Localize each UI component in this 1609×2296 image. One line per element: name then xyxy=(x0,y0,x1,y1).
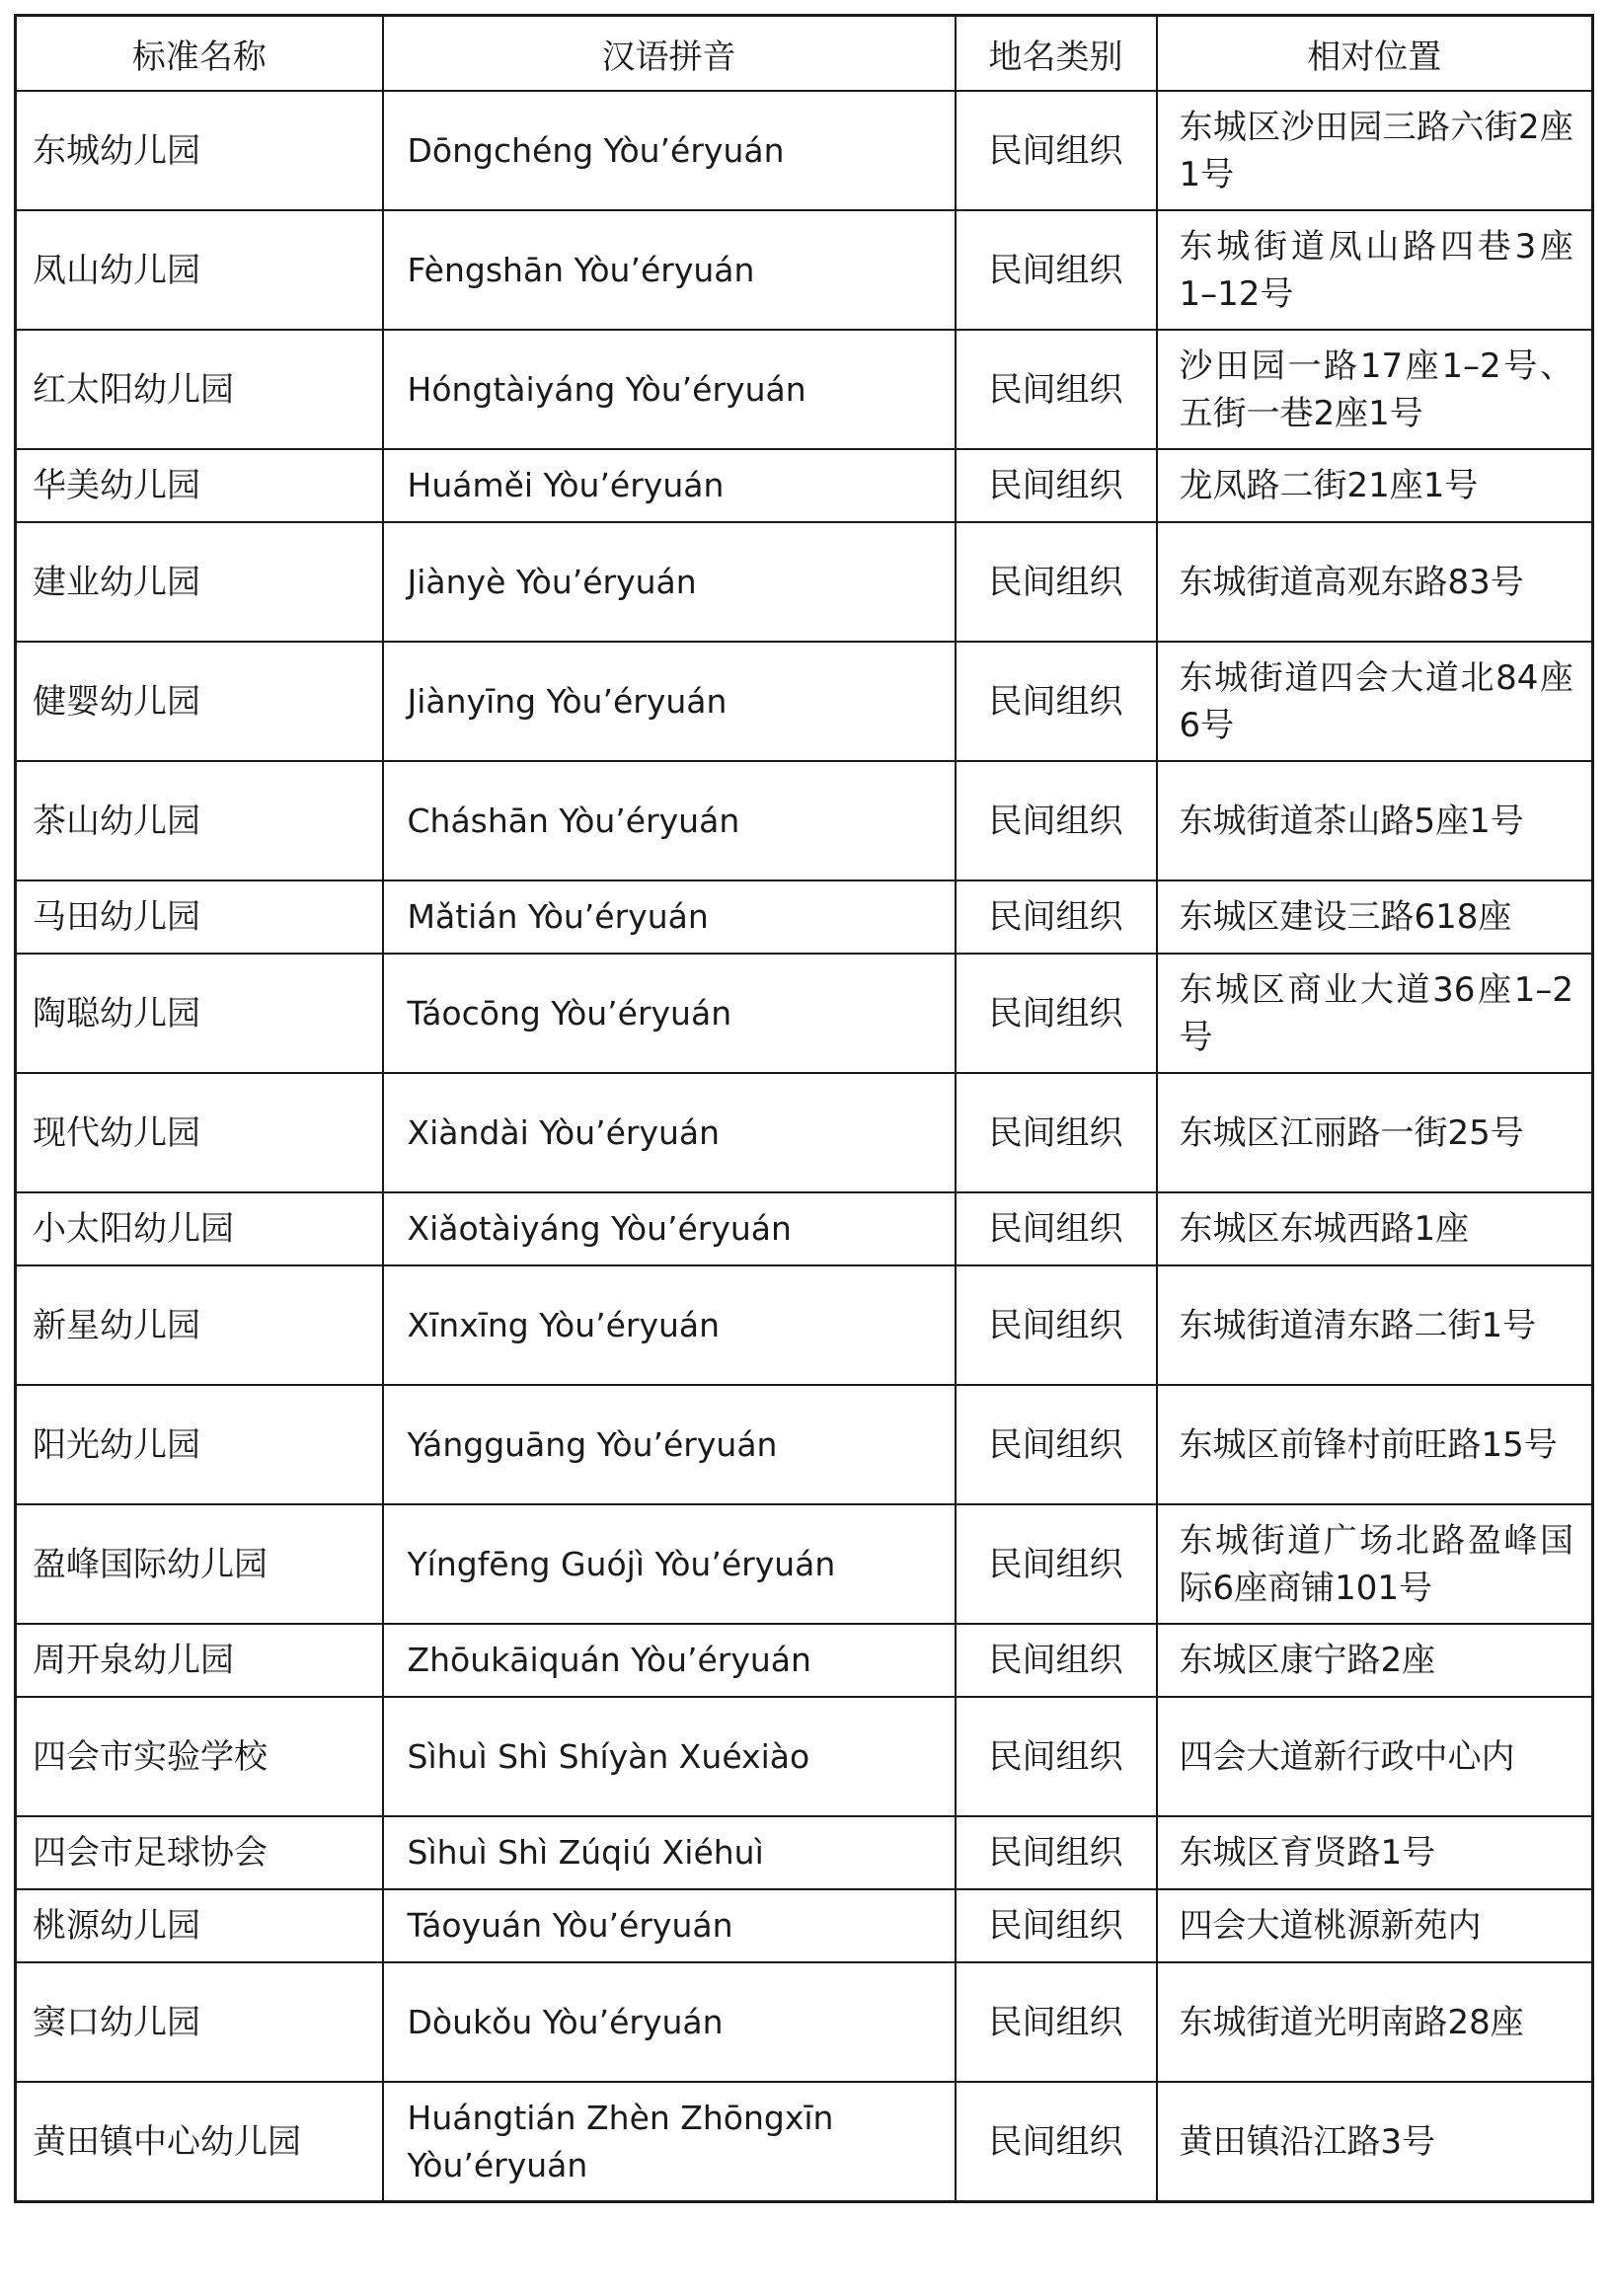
table-row xyxy=(16,91,1593,210)
cell-location: 四会大道桃源新苑内 xyxy=(1157,1889,1593,1962)
cell-location: 东城区康宁路2座 xyxy=(1157,1624,1593,1697)
cell-location: 东城街道清东路二街1号 xyxy=(1157,1265,1593,1385)
cell-category: 民间组织 xyxy=(956,1889,1157,1962)
header-location: 相对位置 xyxy=(1157,16,1593,92)
table-row xyxy=(16,210,1593,330)
cell-pinyin: Dòukǒu Yòu’éryuán xyxy=(383,1962,956,2082)
cell-standard-name: 桃源幼儿园 xyxy=(16,1889,383,1962)
cell-pinyin: Sìhuì Shì Zúqiú Xiéhuì xyxy=(383,1816,956,1889)
cell-category: 民间组织 xyxy=(956,449,1157,522)
cell-standard-name: 新星幼儿园 xyxy=(16,1265,383,1385)
cell-category: 民间组织 xyxy=(956,91,1157,210)
cell-standard-name: 黄田镇中心幼儿园 xyxy=(16,2082,383,2202)
cell-standard-name: 茶山幼儿园 xyxy=(16,761,383,880)
cell-pinyin: Zhōukāiquán Yòu’éryuán xyxy=(383,1624,956,1697)
cell-location: 东城街道高观东路83号 xyxy=(1157,522,1593,642)
cell-location: 东城街道茶山路5座1号 xyxy=(1157,761,1593,880)
cell-location: 黄田镇沿江路3号 xyxy=(1157,2082,1593,2202)
cell-location: 东城街道广场北路盈峰国际6座商铺101号 xyxy=(1157,1504,1593,1624)
cell-location: 东城街道光明南路28座 xyxy=(1157,1962,1593,2082)
cell-location: 东城区建设三路618座 xyxy=(1157,880,1593,954)
cell-category: 民间组织 xyxy=(956,210,1157,330)
cell-category: 民间组织 xyxy=(956,2082,1157,2202)
cell-standard-name: 红太阳幼儿园 xyxy=(16,330,383,449)
cell-pinyin: Táoyuán Yòu’éryuán xyxy=(383,1889,956,1962)
table-row xyxy=(16,522,1593,642)
cell-location: 东城区沙田园三路六街2座1号 xyxy=(1157,91,1593,210)
header-category: 地名类别 xyxy=(956,16,1157,92)
cell-pinyin: Mǎtián Yòu’éryuán xyxy=(383,880,956,954)
table-row xyxy=(16,2082,1593,2202)
cell-category: 民间组织 xyxy=(956,1816,1157,1889)
cell-standard-name: 小太阳幼儿园 xyxy=(16,1192,383,1265)
cell-pinyin: Fèngshān Yòu’éryuán xyxy=(383,210,956,330)
cell-pinyin: Hóngtàiyáng Yòu’éryuán xyxy=(383,330,956,449)
cell-location: 东城区育贤路1号 xyxy=(1157,1816,1593,1889)
cell-standard-name: 华美幼儿园 xyxy=(16,449,383,522)
cell-standard-name: 周开泉幼儿园 xyxy=(16,1624,383,1697)
cell-category: 民间组织 xyxy=(956,1962,1157,2082)
cell-pinyin: Sìhuì Shì Shíyàn Xuéxiào xyxy=(383,1697,956,1816)
cell-location: 东城区前锋村前旺路15号 xyxy=(1157,1385,1593,1504)
cell-location: 龙凤路二街21座1号 xyxy=(1157,449,1593,522)
cell-pinyin: Huáměi Yòu’éryuán xyxy=(383,449,956,522)
cell-category: 民间组织 xyxy=(956,522,1157,642)
table-row xyxy=(16,1192,1593,1265)
cell-pinyin: Dōngchéng Yòu’éryuán xyxy=(383,91,956,210)
table-row xyxy=(16,330,1593,449)
cell-category: 民间组织 xyxy=(956,1624,1157,1697)
table-row xyxy=(16,1697,1593,1816)
cell-location: 四会大道新行政中心内 xyxy=(1157,1697,1593,1816)
cell-standard-name: 陶聪幼儿园 xyxy=(16,954,383,1073)
cell-category: 民间组织 xyxy=(956,880,1157,954)
table-row xyxy=(16,1962,1593,2082)
cell-pinyin: Jiànyè Yòu’éryuán xyxy=(383,522,956,642)
table-row xyxy=(16,880,1593,954)
cell-category: 民间组织 xyxy=(956,330,1157,449)
cell-pinyin: Táocōng Yòu’éryuán xyxy=(383,954,956,1073)
cell-category: 民间组织 xyxy=(956,642,1157,761)
table-row xyxy=(16,761,1593,880)
cell-standard-name: 四会市实验学校 xyxy=(16,1697,383,1816)
cell-pinyin: Xiàndài Yòu’éryuán xyxy=(383,1073,956,1192)
cell-standard-name: 凤山幼儿园 xyxy=(16,210,383,330)
table-row xyxy=(16,954,1593,1073)
table-body xyxy=(16,91,1593,2202)
table-row xyxy=(16,1889,1593,1962)
cell-category: 民间组织 xyxy=(956,1073,1157,1192)
table-row xyxy=(16,1504,1593,1624)
cell-location: 东城街道四会大道北84座6号 xyxy=(1157,642,1593,761)
cell-category: 民间组织 xyxy=(956,1385,1157,1504)
cell-pinyin: Cháshān Yòu’éryuán xyxy=(383,761,956,880)
cell-category: 民间组织 xyxy=(956,1697,1157,1816)
table-row xyxy=(16,1265,1593,1385)
table-row xyxy=(16,1385,1593,1504)
cell-category: 民间组织 xyxy=(956,1265,1157,1385)
table-row xyxy=(16,1816,1593,1889)
cell-location: 东城街道凤山路四巷3座1–12号 xyxy=(1157,210,1593,330)
cell-location: 东城区商业大道36座1–2号 xyxy=(1157,954,1593,1073)
cell-pinyin: Huángtián Zhèn Zhōngxīn Yòu’éryuán xyxy=(383,2082,956,2202)
table-row xyxy=(16,642,1593,761)
cell-standard-name: 盈峰国际幼儿园 xyxy=(16,1504,383,1624)
cell-pinyin: Yíngfēng Guójì Yòu’éryuán xyxy=(383,1504,956,1624)
cell-pinyin: Jiànyīng Yòu’éryuán xyxy=(383,642,956,761)
cell-category: 民间组织 xyxy=(956,954,1157,1073)
cell-category: 民间组织 xyxy=(956,1504,1157,1624)
table-header-row xyxy=(16,16,1593,92)
cell-location: 东城区江丽路一街25号 xyxy=(1157,1073,1593,1192)
cell-category: 民间组织 xyxy=(956,761,1157,880)
cell-standard-name: 健婴幼儿园 xyxy=(16,642,383,761)
cell-location: 沙田园一路17座1–2号、五街一巷2座1号 xyxy=(1157,330,1593,449)
cell-category: 民间组织 xyxy=(956,1192,1157,1265)
table-row xyxy=(16,449,1593,522)
table-row xyxy=(16,1624,1593,1697)
cell-pinyin: Xiǎotàiyáng Yòu’éryuán xyxy=(383,1192,956,1265)
cell-standard-name: 东城幼儿园 xyxy=(16,91,383,210)
header-pinyin: 汉语拼音 xyxy=(383,16,956,92)
table-row xyxy=(16,1073,1593,1192)
cell-standard-name: 现代幼儿园 xyxy=(16,1073,383,1192)
cell-pinyin: Xīnxīng Yòu’éryuán xyxy=(383,1265,956,1385)
cell-standard-name: 窦口幼儿园 xyxy=(16,1962,383,2082)
cell-pinyin: Yángguāng Yòu’éryuán xyxy=(383,1385,956,1504)
cell-standard-name: 四会市足球协会 xyxy=(16,1816,383,1889)
place-name-table xyxy=(14,14,1594,2203)
cell-standard-name: 建业幼儿园 xyxy=(16,522,383,642)
header-standard-name: 标准名称 xyxy=(16,16,383,92)
cell-location: 东城区东城西路1座 xyxy=(1157,1192,1593,1265)
cell-standard-name: 阳光幼儿园 xyxy=(16,1385,383,1504)
cell-standard-name: 马田幼儿园 xyxy=(16,880,383,954)
place-name-table-container xyxy=(14,14,1591,2203)
